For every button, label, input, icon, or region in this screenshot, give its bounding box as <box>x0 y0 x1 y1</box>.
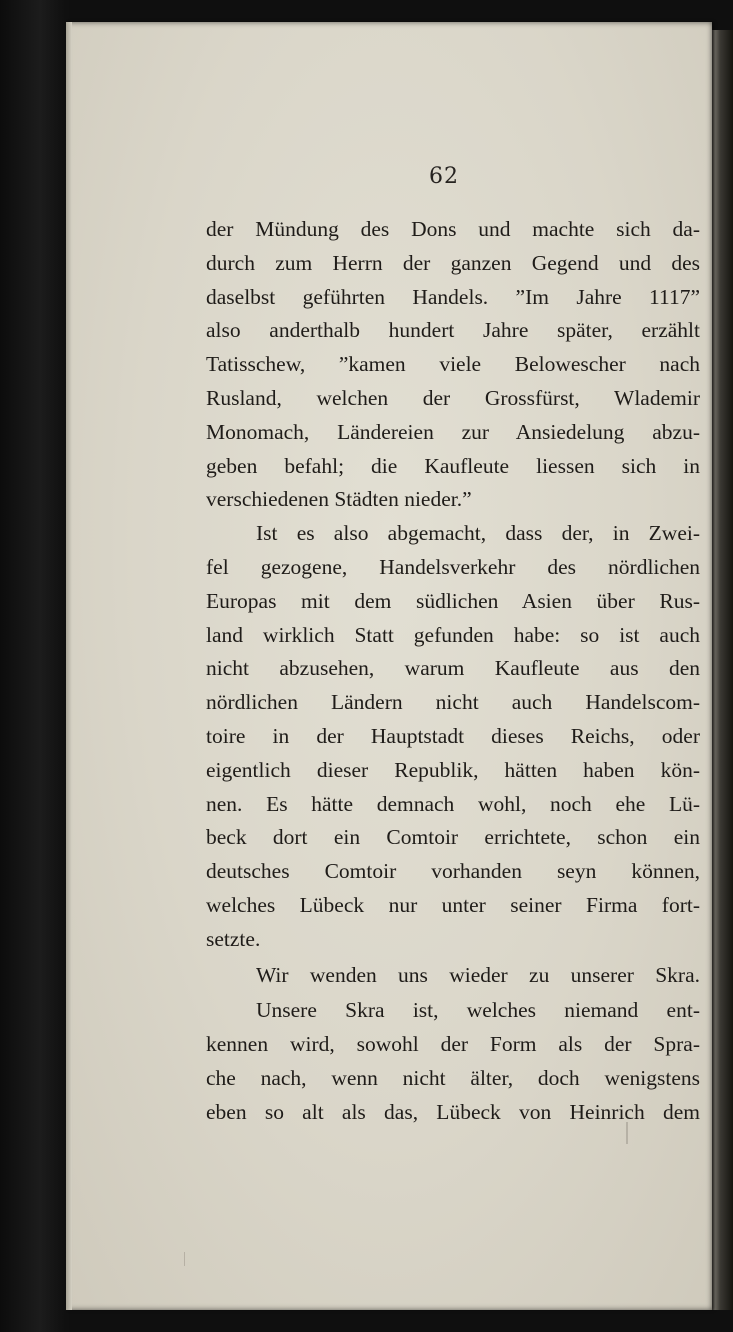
text-line: welches Lübeck nur unter seiner Firma fort- <box>206 892 700 917</box>
paper-mark <box>626 1122 628 1144</box>
text-line: Tatisschew, ”kamen viele Belowescher nach <box>206 352 700 377</box>
text-line: geben befahl; die Kaufleute liessen sich in <box>206 453 700 478</box>
text-line: fel gezogene, Handelsverkehr des nördlichen <box>206 554 700 579</box>
text-line: Unsere Skra ist, welches niemand ent- <box>256 998 700 1023</box>
body-text <box>206 213 700 1130</box>
next-page-edge <box>711 30 733 1310</box>
text-line: deutsches Comtoir vorhanden seyn können, <box>206 859 700 884</box>
text-line: nicht abzusehen, warum Kaufleute aus den <box>206 656 700 681</box>
text-line: toire in der Hauptstadt dieses Reichs, oder <box>206 723 700 748</box>
text-line: Europas mit dem südlichen Asien über Rus- <box>206 588 700 613</box>
text-line: daselbst geführten Handels. ”Im Jahre 1117” <box>206 284 700 309</box>
text-line: Wir wenden uns wieder zu unserer Skra. <box>256 962 700 987</box>
text-line: der Mündung des Dons und machte sich da- <box>206 217 700 241</box>
text-line: land wirklich Statt gefunden habe: so ist auch <box>206 622 700 647</box>
text-line: also anderthalb hundert Jahre später, erzählt <box>206 318 700 343</box>
text-line: verschiedenen Städten nieder.” <box>206 487 472 512</box>
text-line: Monomach, Ländereien zur Ansiedelung abzu- <box>206 419 700 444</box>
text-line: nördlichen Ländern nicht auch Handelscom- <box>206 690 700 715</box>
text-line: Rusland, welchen der Grossfürst, Wlademir <box>206 385 700 410</box>
book-page <box>66 22 712 1310</box>
paper-mark <box>184 1252 185 1266</box>
text-line: beck dort ein Comtoir errichtete, schon ein <box>206 825 700 850</box>
text-line: kennen wird, sowohl der Form als der Spra- <box>206 1032 700 1057</box>
text-line: nen. Es hätte demnach wohl, noch ehe Lü- <box>206 791 700 816</box>
text-line: durch zum Herrn der ganzen Gegend und des <box>206 250 700 275</box>
text-line: eigentlich dieser Republik, hätten haben kön- <box>206 757 700 782</box>
page-left-edge <box>66 22 72 1310</box>
text-line: setzte. <box>206 926 261 951</box>
text-line: eben so alt als das, Lübeck von Heinrich dem <box>206 1099 700 1124</box>
text-line: Ist es also abgemacht, dass der, in Zwei- <box>256 521 700 546</box>
text-line: che nach, wenn nicht älter, doch wenigstens <box>206 1065 700 1090</box>
page-number: 62 <box>429 164 459 189</box>
